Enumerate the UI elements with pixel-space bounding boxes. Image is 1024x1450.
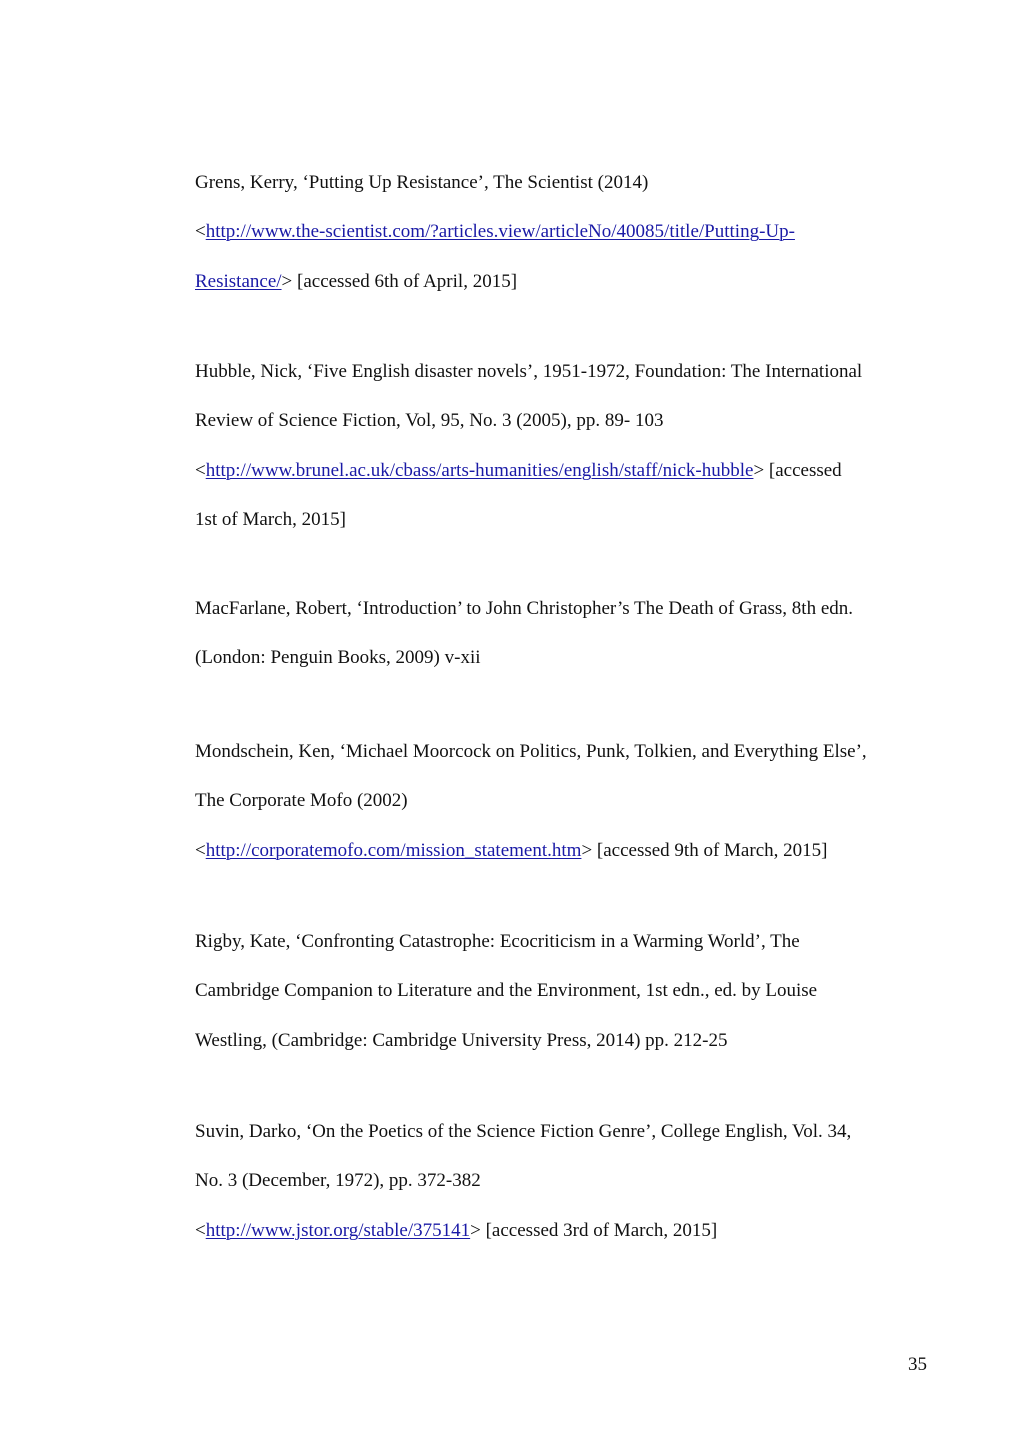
accessed-date: [accessed bbox=[768, 459, 842, 481]
entry-line: <http://www.jstor.org/stable/375141> [accessed 3rd of March, 2015] bbox=[195, 1219, 718, 1241]
bibliography-entry-grens bbox=[195, 170, 935, 318]
entry-line: Rigby, Kate, ‘Confronting Catastrophe: Ecocriticism in a Warming World’, The bbox=[195, 931, 800, 952]
entry-line: No. 3 (December, 1972), pp. 372-382 bbox=[195, 1170, 481, 1192]
bibliography-entry-suvin bbox=[195, 1119, 935, 1267]
entry-line: 1st of March, 2015] bbox=[195, 508, 346, 530]
entry-line: Review of Science Fiction, Vol, 95, No. 3 (2005), pp. 89- 103 bbox=[195, 410, 664, 432]
bibliography-entry-rigby bbox=[195, 929, 935, 1077]
page-number: 35 bbox=[908, 1354, 927, 1375]
reference-link-continued[interactable]: Resistance/ bbox=[195, 270, 282, 292]
entry-line: <http://www.brunel.ac.uk/cbass/arts-humanities/english/staff/nick-hubble> [accessed bbox=[195, 459, 842, 481]
reference-link[interactable]: http://www.jstor.org/stable/375141 bbox=[205, 1219, 471, 1241]
entry-line: MacFarlane, Robert, ‘Introduction’ to John Christopher’s The Death of Grass, 8th edn. bbox=[195, 598, 853, 619]
entry-author: Grens, Kerry, bbox=[195, 172, 298, 193]
entry-line: (London: Penguin Books, 2009) v-xii bbox=[195, 647, 481, 669]
bibliography-entry-macfarlane bbox=[195, 596, 935, 695]
bibliography-entry-mondschein bbox=[195, 739, 935, 887]
bibliography-entry-hubble bbox=[195, 359, 935, 556]
entry-title: ‘Putting Up Resistance’, The Scientist (2014) bbox=[302, 172, 649, 193]
entry-line: The Corporate Mofo (2002) bbox=[195, 790, 408, 812]
entry-line: Mondschein, Ken, ‘Michael Moorcock on Politics, Punk, Tolkien, and Everything Else’, bbox=[195, 741, 867, 762]
reference-link[interactable]: http://www.brunel.ac.uk/cbass/arts-humanities/english/staff/nick-hubble bbox=[205, 459, 754, 481]
entry-line: <http://www.the-scientist.com/?articles.view/articleNo/40085/title/Putting-Up- bbox=[195, 221, 795, 243]
entry-line: <http://corporatemofo.com/mission_statement.htm> [accessed 9th of March, 2015] bbox=[195, 839, 828, 861]
reference-link[interactable]: http://corporatemofo.com/mission_statement.htm bbox=[205, 839, 582, 861]
entry-line: Westling, (Cambridge: Cambridge University Press, 2014) pp. 212-25 bbox=[195, 1029, 728, 1051]
entry-line: Cambridge Companion to Literature and the Environment, 1st edn., ed. by Louise bbox=[195, 980, 818, 1002]
reference-link[interactable]: http://www.the-scientist.com/?articles.view/articleNo/40085/title/Putting-Up- bbox=[205, 221, 795, 243]
entry-line: Resistance/> [accessed 6th of April, 2015] bbox=[195, 270, 518, 292]
accessed-date: [accessed 9th of March, 2015] bbox=[596, 839, 828, 861]
entry-line: Hubble, Nick, ‘Five English disaster novels’, 1951-1972, Foundation: The International bbox=[195, 361, 863, 382]
accessed-date: [accessed 3rd of March, 2015] bbox=[485, 1219, 718, 1241]
accessed-date: [accessed 6th of April, 2015] bbox=[297, 270, 518, 292]
entry-line bbox=[195, 170, 935, 219]
entry-line: Suvin, Darko, ‘On the Poetics of the Science Fiction Genre’, College English, Vol. 34, bbox=[195, 1121, 852, 1142]
